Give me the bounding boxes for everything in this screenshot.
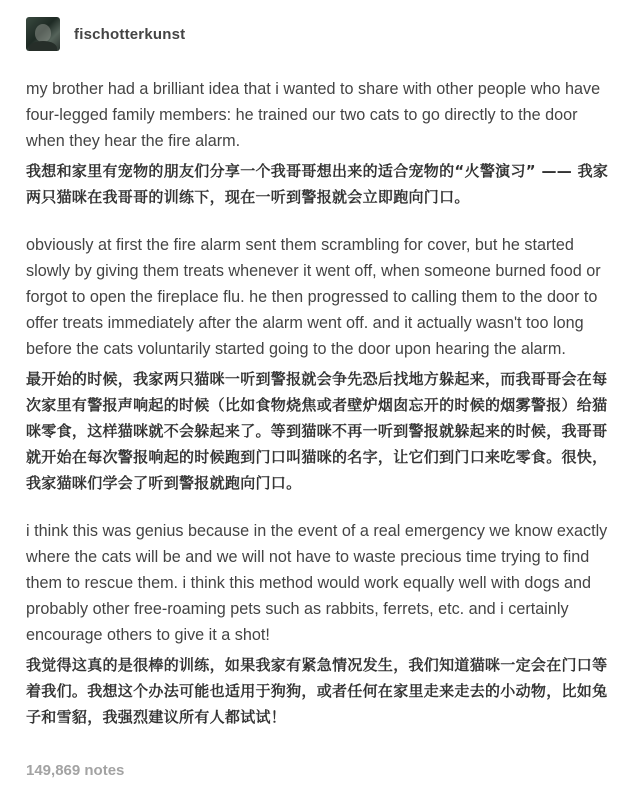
user-avatar-icon[interactable] (26, 17, 60, 51)
post-paragraph-1 (26, 76, 616, 210)
paragraph-chinese: 我觉得这真的是很棒的训练，如果我家有紧急情况发生，我们知道猫咪一定会在门口等着我们。我想这个办法可能也适用于狗狗，或者任何在家里走来走去的小动物，比如兔子和雪貂，我强烈建议所有人都试试！ (26, 656, 608, 726)
paragraph-chinese: 我想和家里有宠物的朋友们分享一个我哥哥想出来的适合宠物的“火警演习” —— 我家两只猫咪在我哥哥的训练下，现在一听到警报就会立即跑向门口。 (26, 162, 609, 206)
post-paragraph-2 (26, 232, 616, 496)
post (26, 16, 616, 752)
paragraph-english: my brother had a brilliant idea that i wanted to share with other people who have four-legged family members: he trained our two cats to go directly to the door when they hear the fire alarm. (26, 80, 601, 150)
paragraph-chinese: 最开始的时候，我家两只猫咪一听到警报就会争先恐后找地方躲起来，而我哥哥会在每次家里有警报声响起的时候（比如食物烧焦或者壁炉烟囱忘开的时候的烟雾警报）给猫咪零食，这样猫咪就不会躲起来了。等到猫咪不再一听到警报就躲起来的时候，我哥哥就开始在每次警报响起的时候跑到门口叫猫咪的名字，让它们到门口来吃零食。很快，我家猫咪们学会了听到警报就跑向门口。 (26, 370, 608, 492)
username-link[interactable]: fischotterkunst (74, 25, 186, 43)
paragraph-english: obviously at first the fire alarm sent them scrambling for cover, but he started slowly by giving them treats whenever it went off, when someone burned food or forgot to open the fireplace flu. he then progressed to calling them to the door to offer treats immediately after the alarm went off. and it actually wasn't too long before the cats voluntarily started going to the door upon hearing the alarm. (26, 236, 601, 358)
notes-count[interactable]: 149,869 notes (26, 762, 125, 779)
post-paragraph-3 (26, 518, 616, 730)
avatar-shoulder (29, 41, 57, 51)
avatar-face (35, 24, 51, 42)
post-header (26, 16, 616, 52)
paragraph-english: i think this was genius because in the event of a real emergency we know exactly where the cats will be and we will not have to waste precious time trying to find them to rescue them. i think this method would work equally well with dogs and probably other free-roaming pets such as rabbits, ferrets, etc. and i certainly encourage others to give it a shot! (26, 522, 608, 644)
